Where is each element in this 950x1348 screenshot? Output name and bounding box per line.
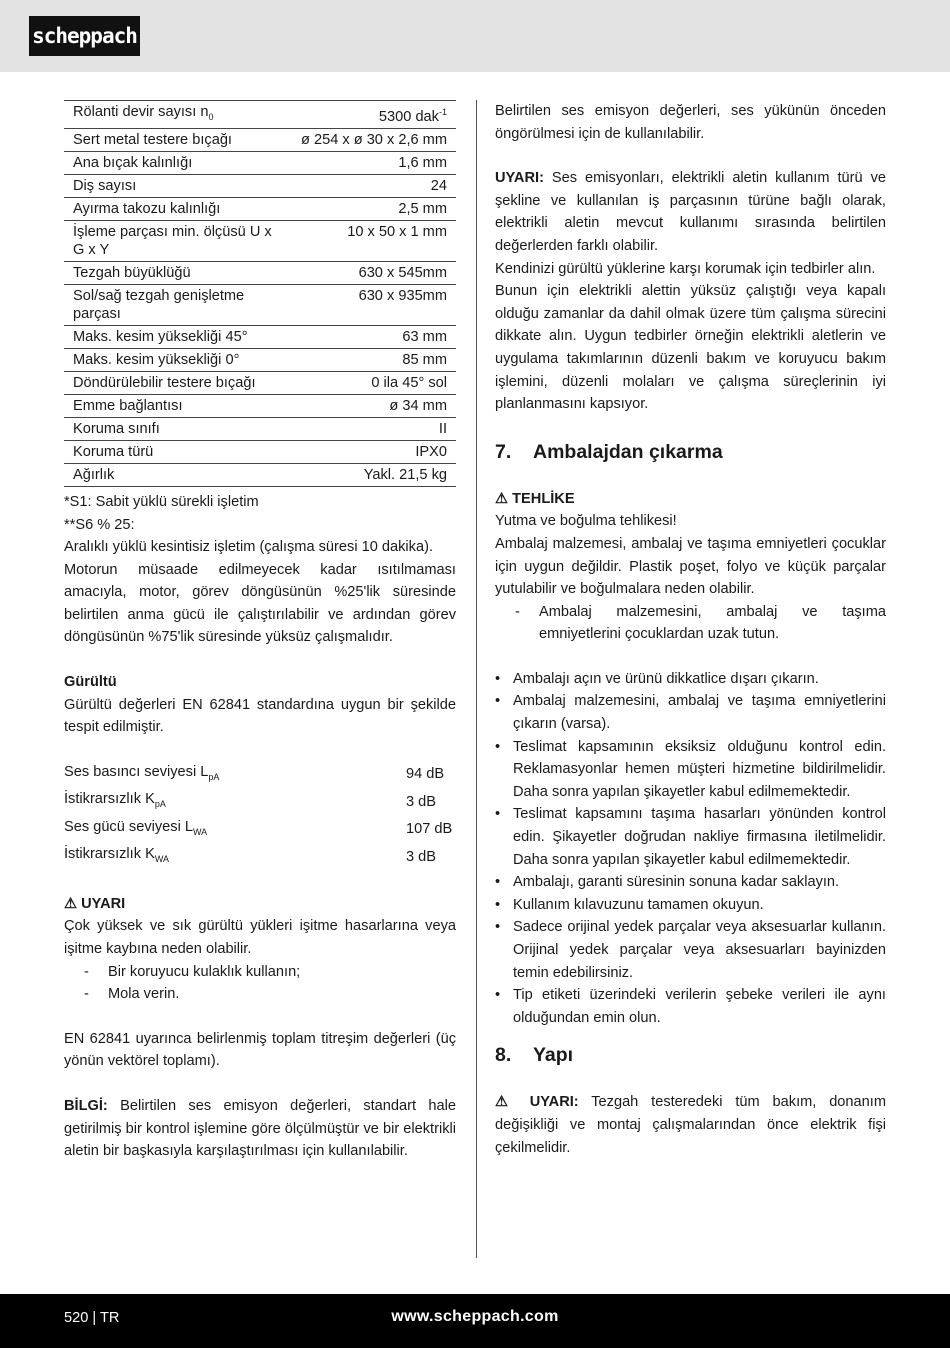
noise-heading: Gürültü — [64, 674, 117, 691]
spec-value: 5300 dak$^{-1}$ — [284, 101, 456, 129]
unpacking-list — [495, 668, 886, 1030]
spec-label: Diş sayısı — [64, 174, 284, 197]
list-item: • Kullanım kılavuzunu tamamen okuyun. — [495, 896, 764, 913]
brand-logo: scheppach — [29, 16, 140, 56]
spec-row — [64, 440, 456, 463]
danger-item: - Ambalaj malzemesini, ambalaj ve taşıma emniyetlerini çocuklardan uzak tutun. — [515, 603, 886, 643]
section-7-heading: 7. Ambalajdan çıkarma — [495, 440, 723, 463]
list-item: • Ambalajı açın ve ürünü dikkatlice dışarı çıkarın. — [495, 670, 819, 687]
danger-line: Yutma ve boğulma tehlikesi! — [495, 513, 677, 530]
spec-row — [64, 174, 456, 197]
list-item: • Sadece orijinal yedek parçalar veya aksesuarlar kullanın. Orijinal yedek parçalar veya aksesuarları bayinizden temin edebilirsiniz. — [495, 919, 886, 981]
spec-value: 630 x 935mm — [284, 284, 456, 325]
spec-row — [64, 151, 456, 174]
spec-row — [64, 220, 456, 261]
spec-label: İşleme parçası min. ölçüsü U x G x Y — [64, 220, 284, 261]
spec-label: Tezgah büyüklüğü — [64, 261, 284, 284]
spec-label: Sol/sağ tezgah genişletme parçası — [64, 284, 284, 325]
column-divider — [476, 100, 477, 1258]
spec-row — [64, 463, 456, 486]
s6-text-1: Aralıklı yüklü kesintisiz işletim (çalışma süresi 10 dakika). — [64, 539, 434, 556]
final-warning: ⚠ UYARI: Tezgah testeredeki tüm bakım, donanım değişikliği ve montaj çalışmalarından önce elektrik fişi çekilmelidir. — [495, 1094, 886, 1156]
noise-value: 107 dB — [406, 821, 453, 838]
noise-row — [64, 816, 452, 844]
spec-row — [64, 325, 456, 348]
list-item: • Teslimat kapsamının eksiksiz olduğunu kontrol edin. Reklamasyonlar hemen müşteri hizmetine bildirilmelidir. Daha sonra yapılan şikayetler kabul edilmemektedir. — [495, 738, 886, 800]
spec-row — [64, 101, 456, 129]
noise-intro: Gürültü değerleri EN 62841 standardına uygun bir şekilde tespit edilmiştir. — [64, 696, 456, 736]
s1-note: *S1: Sabit yüklü sürekli işletim — [64, 493, 259, 510]
s6-text-2: Motorun müsaade edilmeyecek kadar ısıtılmaması amacıyla, motor, görev döngüsünün %25'lik süresinde belirtilen anma gücü ile çalıştırılabilir ve ardından görev döngüsünün %75'lik süresinde yüksüz çalışmalıdır. — [64, 561, 456, 646]
uyari-paragraph: UYARI: Ses emisyonları, elektrikli aletin kullanım türü ve şekline ve kullanılan iş parçasının türüne bağlı olarak, elektrikli aletin mevcut kullanımı sırasında belirtilen değerlerden farklı olabilir. — [495, 170, 886, 254]
spec-label: Koruma sınıfı — [64, 417, 284, 440]
spec-label: Maks. kesim yüksekliği 0° — [64, 348, 284, 371]
spec-label: Emme bağlantısı — [64, 394, 284, 417]
warning-item: - Bir koruyucu kulaklık kullanın; — [84, 963, 301, 980]
spec-value: 10 x 50 x 1 mm — [284, 220, 456, 261]
noise-label: Ses basıncı seviyesi $L_{pA}$ — [64, 763, 220, 782]
noise-row — [64, 843, 452, 871]
s6-note: **S6 % 25: — [64, 516, 135, 533]
spec-value: 630 x 545mm — [284, 261, 456, 284]
section-8-heading: 8. Yapı — [495, 1044, 574, 1067]
noise-row — [64, 788, 452, 816]
spec-label: Döndürülebilir testere bıçağı — [64, 371, 284, 394]
spec-value: 0 ila 45° sol — [284, 371, 456, 394]
spec-label: Ayırma takozu kalınlığı — [64, 197, 284, 220]
spec-label: Ana bıçak kalınlığı — [64, 151, 284, 174]
spec-label: Maks. kesim yüksekliği 45° — [64, 325, 284, 348]
spec-value: 85 mm — [284, 348, 456, 371]
page-number: 520 | TR — [64, 1310, 120, 1326]
page-footer — [0, 1294, 950, 1348]
spec-row — [64, 348, 456, 371]
list-item: • Teslimat kapsamını taşıma hasarları yönünden kontrol edin. Şikayetler doğrudan nakliye firmasına iletilmelidir. Daha sonra yapılan şikayetler kabul edilmemektedir. — [495, 806, 886, 868]
noise-label: Ses gücü seviyesi $L_{WA}$ — [64, 818, 208, 837]
list-item: • Tip etiketi üzerindeki verilerin şebeke verileri ile aynı olduğundan emin olun. — [495, 987, 886, 1026]
page-header — [0, 0, 950, 72]
noise-value: 3 dB — [406, 793, 437, 810]
spec-value: ø 254 x ø 30 x 2,6 mm — [284, 128, 456, 151]
measures-paragraph: Bunun için elektrikli alettin yüksüz çalıştığı veya kapalı olduğu zamanlar da dahil olmak üzere tüm çalışma sürecini dikkate alın. Uygun tedbirler örneğin elektrikli aletlerin ve uygulama takımlarının düzenli bakım ve koruyucu bakım işlemini, düzenli molaları ve çalışma süreçlerinin iyi planlanmasını kapsıyor. — [495, 283, 886, 413]
spec-value: II — [284, 417, 456, 440]
spec-row — [64, 128, 456, 151]
spec-value: 63 mm — [284, 325, 456, 348]
noise-label: İstikrarsızlık $K_{WA}$ — [64, 846, 169, 865]
spec-value: Yakl. 21,5 kg — [284, 463, 456, 486]
warning-item: - Mola verin. — [84, 986, 180, 1003]
spec-row — [64, 197, 456, 220]
spec-value: 2,5 mm — [284, 197, 456, 220]
warning-title: ⚠ UYARI — [64, 895, 126, 912]
website-link: www.scheppach.com — [391, 1308, 559, 1325]
spec-row — [64, 394, 456, 417]
danger-text: Ambalaj malzemesi, ambalaj ve taşıma emniyetleri çocuklar için uygun değildir. Plastik poşet, folyo ve küçük parçalar yutulabilir ve boğulmalara neden olabilir. — [495, 535, 886, 598]
spec-row — [64, 417, 456, 440]
spec-label: Koruma türü — [64, 440, 284, 463]
spec-row — [64, 261, 456, 284]
spec-label: Sert metal testere bıçağı — [64, 128, 284, 151]
spec-row — [64, 371, 456, 394]
spec-value: 1,6 mm — [284, 151, 456, 174]
spec-value: IPX0 — [284, 440, 456, 463]
spec-value: 24 — [284, 174, 456, 197]
list-item: • Ambalaj malzemesini, ambalaj ve taşıma emniyetlerini çıkarın (varsa). — [495, 693, 886, 733]
list-item: • Ambalajı, garanti süresinin sonuna kadar saklayın. — [495, 874, 840, 891]
vibration-text: EN 62841 uyarınca belirlenmiş toplam titreşim değerleri (üç yönün vektörel toplamı). — [64, 1030, 456, 1070]
spec-label: Ağırlık — [64, 463, 284, 486]
emission-note: Belirtilen ses emisyon değerleri, ses yükünün önceden öngörülmesi için de kullanılabilir. — [495, 103, 886, 142]
warning-text: Çok yüksek ve sık gürültü yükleri işitme hasarlarına veya işitme kaybına neden olabilir. — [64, 918, 456, 958]
spec-label: Rölanti devir sayısı $n_0$ — [64, 101, 284, 129]
noise-table — [64, 761, 452, 871]
danger-title: ⚠ TEHLİKE — [495, 490, 575, 507]
spec-row — [64, 284, 456, 325]
info-paragraph: BİLGİ: Belirtilen ses emisyon değerleri, standart hale getirilmiş bir kontrol işlemine göre ölçülmüştür ve bir elektrikli aletin bir başkasıyla karşılaştırılması için kullanılabilir. — [64, 1098, 456, 1160]
noise-value: 94 dB — [406, 766, 445, 783]
noise-row — [64, 761, 452, 789]
right-column — [495, 100, 886, 1159]
protect-paragraph: Kendinizi gürültü yüklerine karşı korumak için tedbirler alın. — [495, 260, 876, 277]
noise-value: 3 dB — [406, 848, 437, 865]
left-column — [64, 100, 456, 1163]
spec-value: ø 34 mm — [284, 394, 456, 417]
noise-label: İstikrarsızlık $K_{pA}$ — [64, 791, 166, 810]
spec-table — [64, 100, 456, 487]
